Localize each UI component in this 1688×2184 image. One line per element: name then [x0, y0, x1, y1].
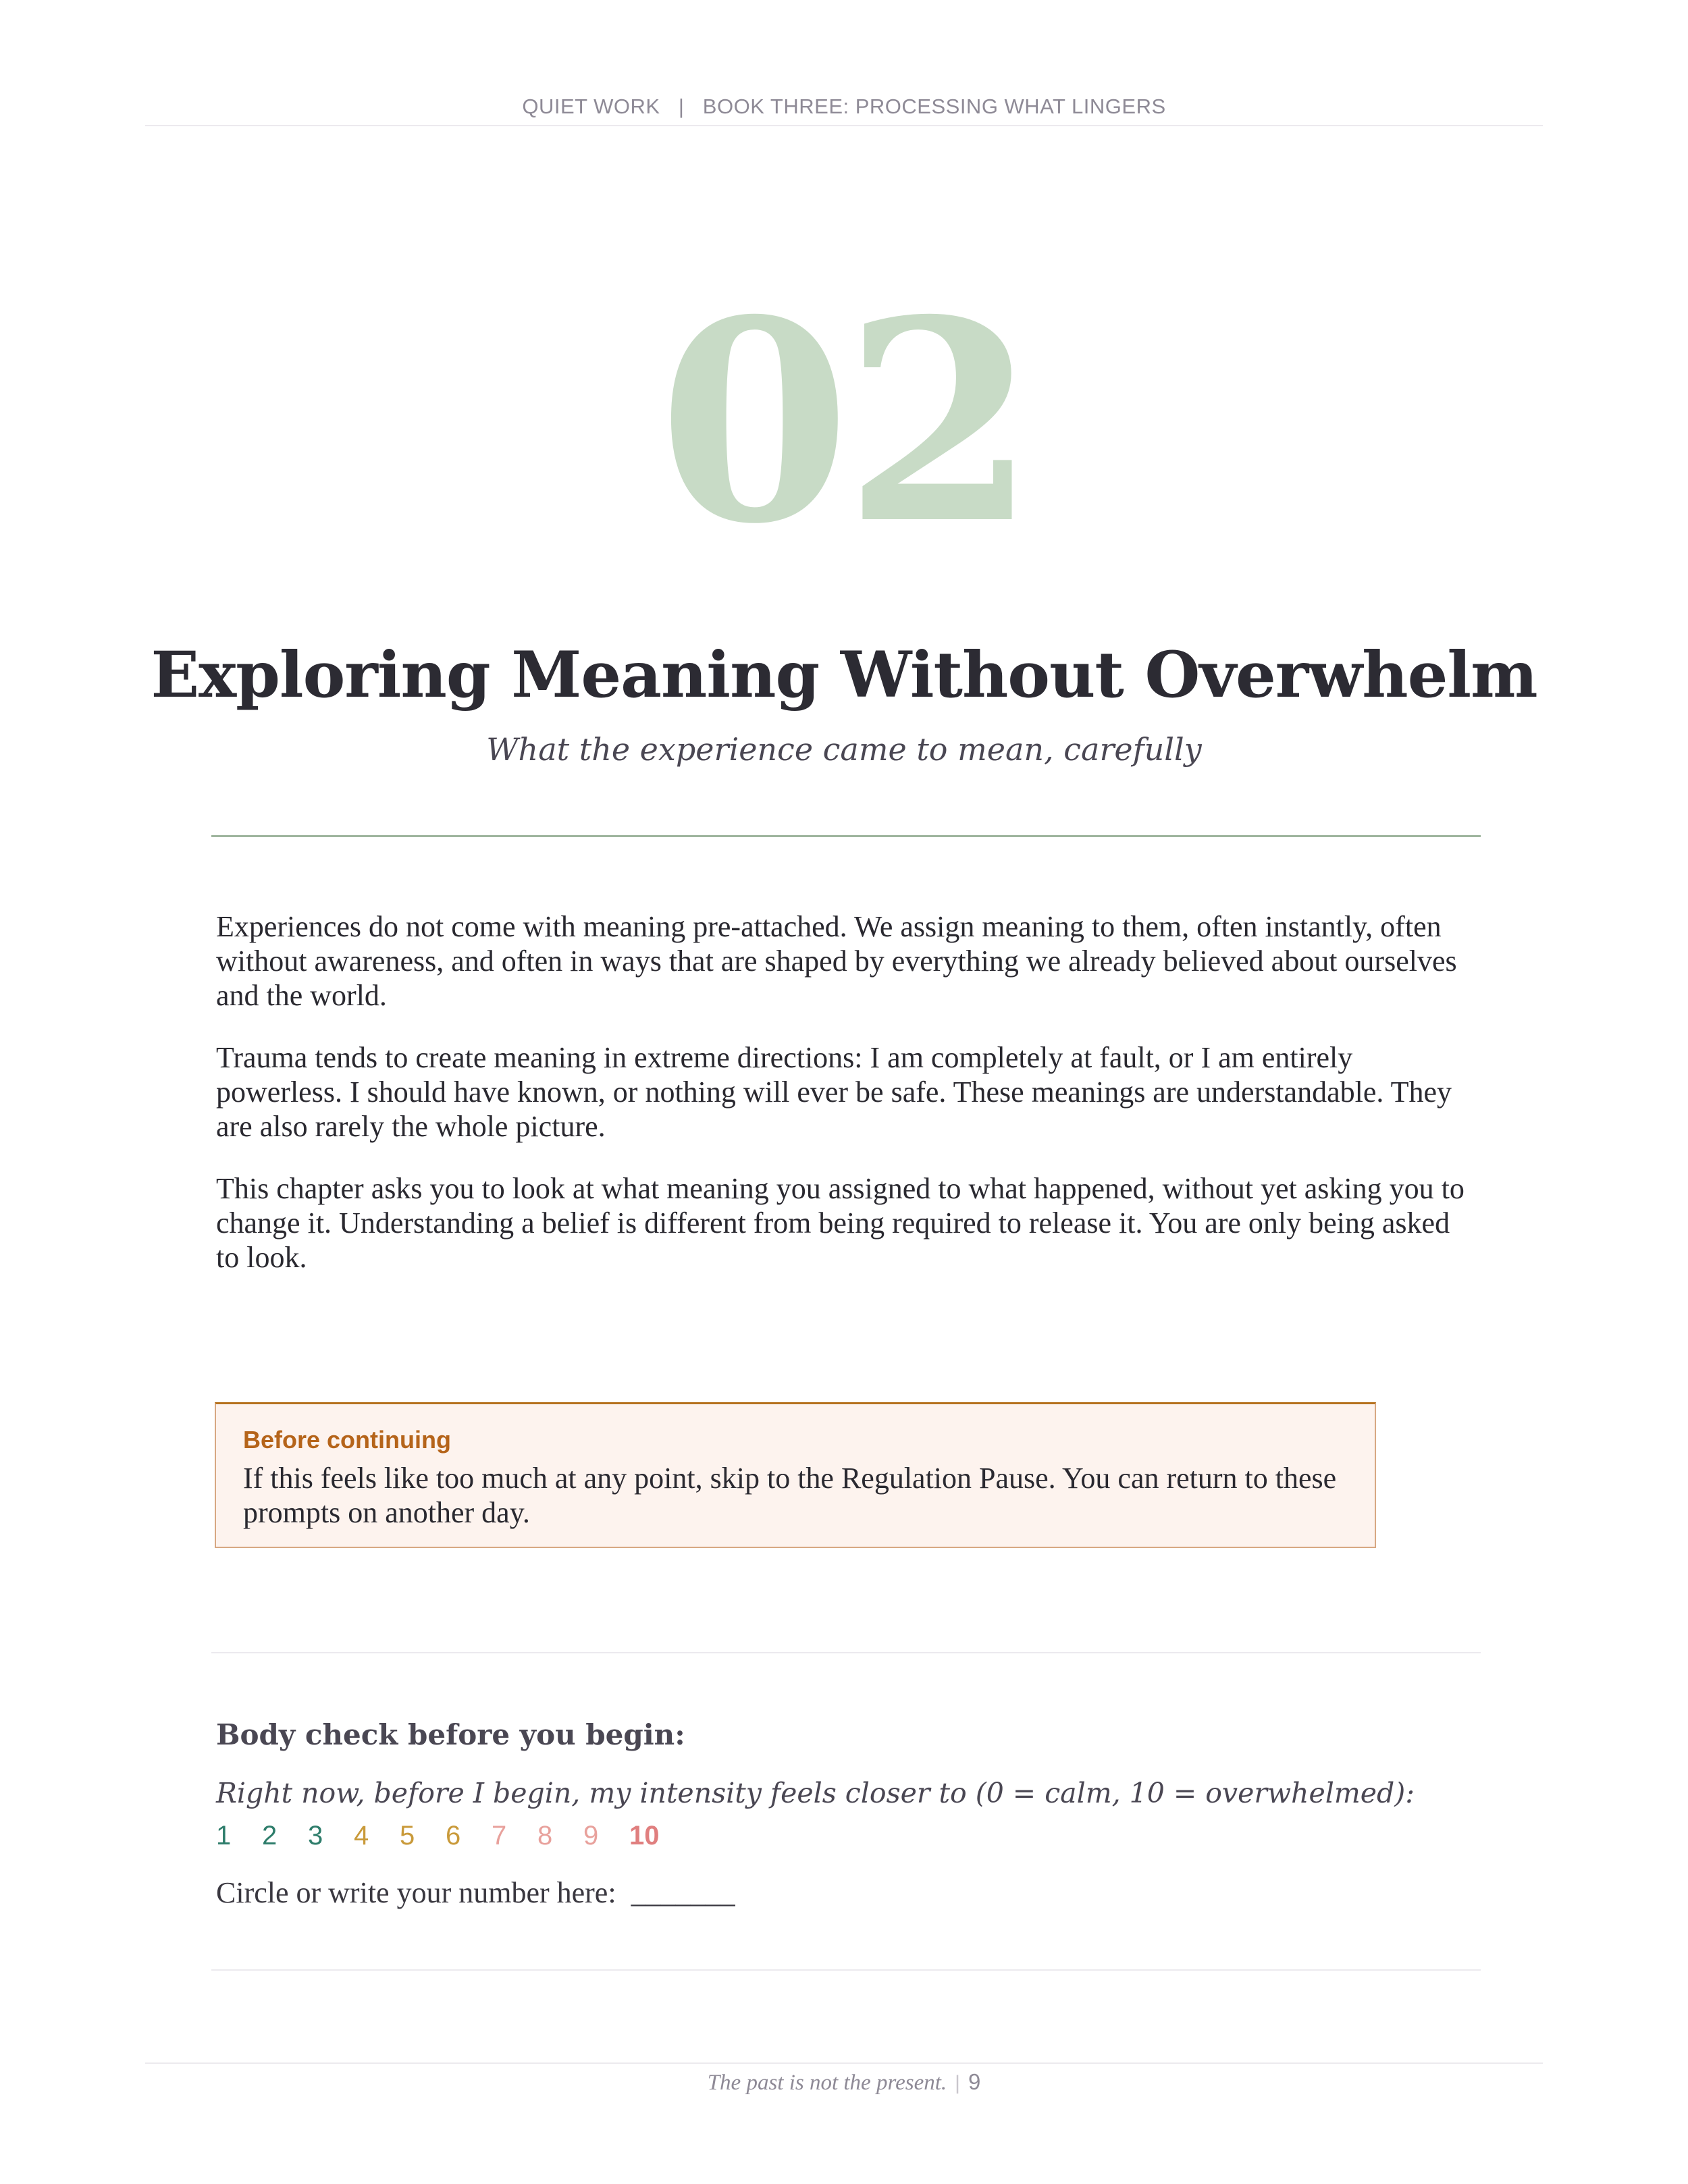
- title-divider: [211, 835, 1481, 837]
- scale-option-2[interactable]: 2: [262, 1821, 278, 1850]
- scale-option-9[interactable]: 9: [583, 1821, 599, 1850]
- scale-option-10[interactable]: 10: [629, 1821, 660, 1850]
- header-divider: [145, 125, 1543, 126]
- intro-paragraph: This chapter asks you to look at what meaning you assigned to what happened, without yet asking you to change it. Understanding a belief is different from being required to release it. You are only being asked to look.: [216, 1172, 1465, 1274]
- number-write-in: [216, 1875, 735, 1910]
- intro-paragraph: Experiences do not come with meaning pre-attached. We assign meaning to them, often instantly, often without awareness, and often in ways that are shaped by everything we already believed about ourselves and the world.: [216, 910, 1457, 1012]
- scale-option-3[interactable]: 3: [308, 1821, 323, 1850]
- section-divider: [211, 1652, 1481, 1653]
- write-in-label: Circle or write your number here:: [216, 1876, 616, 1909]
- scale-option-6[interactable]: 6: [446, 1821, 461, 1850]
- intro-paragraph: Trauma tends to create meaning in extreme directions: I am completely at fault, or I am entirely powerless. I should have known, or nothing will ever be safe. These meanings are understandable. They are also rarely the whole picture.: [216, 1041, 1452, 1143]
- running-header: [145, 95, 1543, 119]
- footer-divider: [145, 2062, 1543, 2064]
- section-divider: [211, 1969, 1481, 1971]
- write-in-blank[interactable]: _______: [631, 1876, 735, 1909]
- before-continuing-callout: [215, 1402, 1376, 1548]
- scale-option-8[interactable]: 8: [537, 1821, 553, 1850]
- page-footer: [0, 2069, 1688, 2096]
- footer-separator: |: [955, 2072, 960, 2094]
- chapter-subtitle: What the experience came to mean, carefully: [486, 731, 1202, 768]
- header-separator: |: [678, 95, 685, 118]
- series-name: QUIET WORK: [522, 95, 660, 118]
- book-title: BOOK THREE: PROCESSING WHAT LINGERS: [702, 95, 1166, 118]
- footer-quote: The past is not the present.: [707, 2071, 947, 2095]
- chapter-number: 02: [658, 259, 1030, 585]
- page-number: 9: [968, 2069, 981, 2094]
- scale-option-5[interactable]: 5: [400, 1821, 415, 1850]
- callout-heading: Before continuing: [243, 1426, 451, 1454]
- scale-option-4[interactable]: 4: [354, 1821, 369, 1850]
- callout-text: If this feels like too much at any point, skip to the Regulation Pause. You can return to these prompts on another day.: [243, 1462, 1337, 1529]
- scale-option-1[interactable]: 1: [216, 1821, 232, 1850]
- body-check-prompt: Right now, before I begin, my intensity feels closer to (0 = calm, 10 = overwhelmed):: [216, 1777, 1415, 1809]
- chapter-intro: [216, 909, 1472, 1302]
- scale-option-7[interactable]: 7: [492, 1821, 507, 1850]
- body-check-heading: Body check before you begin:: [216, 1718, 685, 1751]
- chapter-title: Exploring Meaning Without Overwhelm: [151, 638, 1537, 712]
